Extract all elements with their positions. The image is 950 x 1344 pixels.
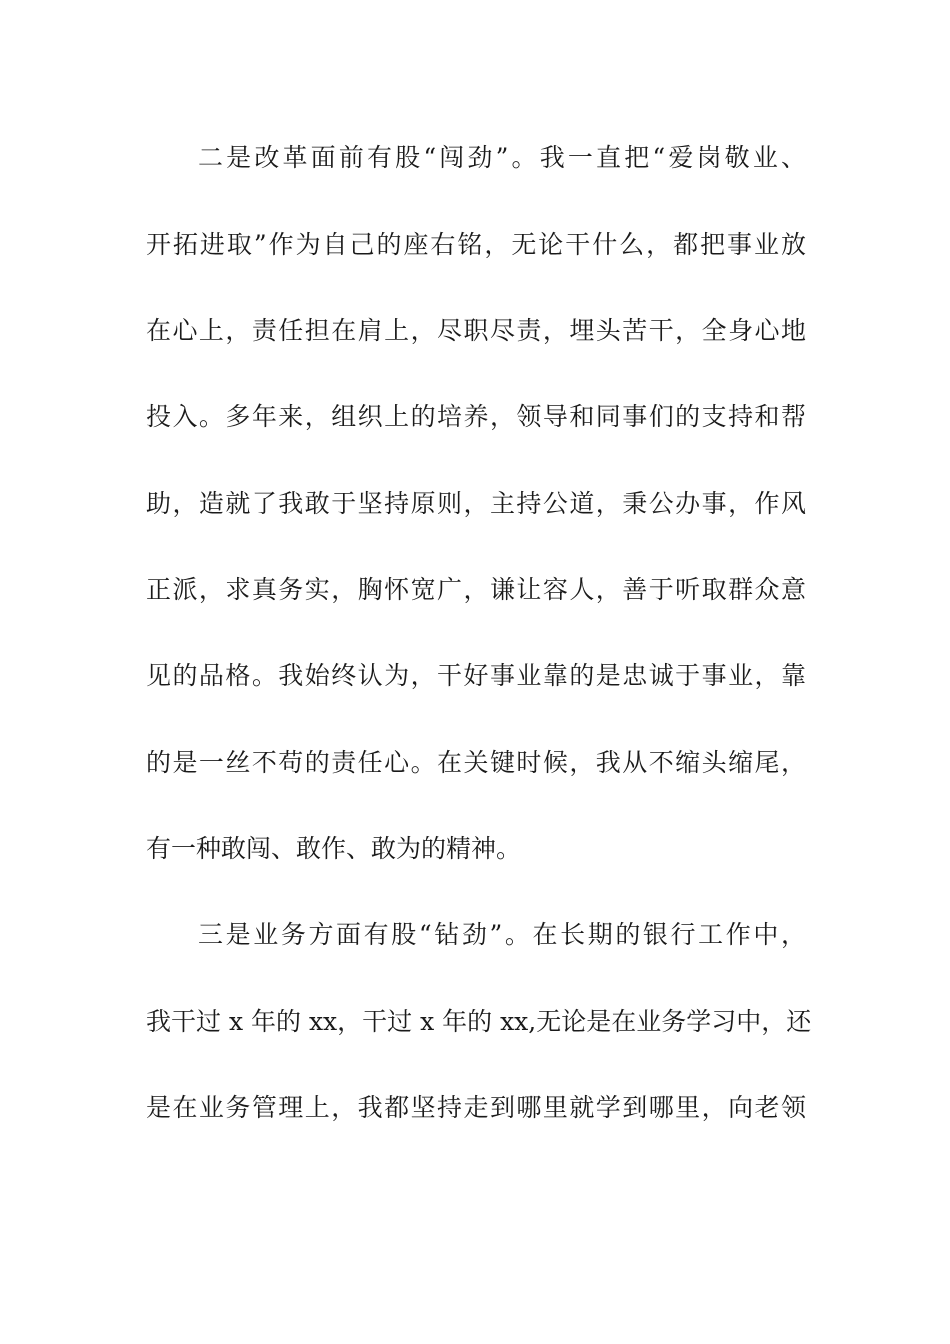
paragraph-line: 三是业务方面有股“钻劲”。在长期的银行工作中， xyxy=(198,920,806,949)
paragraph-line: 在心上，责任担在肩上，尽职尽责，埋头苦干，全身心地 xyxy=(146,316,806,345)
paragraph-line: 的是一丝不苟的责任心。在关键时候，我从不缩头缩尾， xyxy=(146,748,806,777)
paragraph-line: 见的品格。我始终认为，干好事业靠的是忠诚于事业，靠 xyxy=(146,661,806,690)
paragraph-line: 二是改革面前有股“闯劲”。我一直把“爱岗敬业、 xyxy=(198,143,806,172)
paragraph-line: 有一种敢闯、敢作、敢为的精神。 xyxy=(146,834,522,863)
paragraph-line: 助，造就了我敢于坚持原则，主持公道，秉公办事，作风 xyxy=(146,489,806,518)
paragraph-line: 是在业务管理上，我都坚持走到哪里就学到哪里，向老领 xyxy=(146,1093,806,1122)
paragraph-line: 开拓进取”作为自己的座右铭，无论干什么，都把事业放 xyxy=(146,230,806,259)
paragraph-line: 正派，求真务实，胸怀宽广，谦让容人，善于听取群众意 xyxy=(146,575,806,604)
paragraph-line: 投入。多年来，组织上的培养，领导和同事们的支持和帮 xyxy=(146,402,806,431)
paragraph-line: 我干过 x 年的 xx，干过 x 年的 xx,无论是在业务学习中，还 xyxy=(146,1007,812,1036)
